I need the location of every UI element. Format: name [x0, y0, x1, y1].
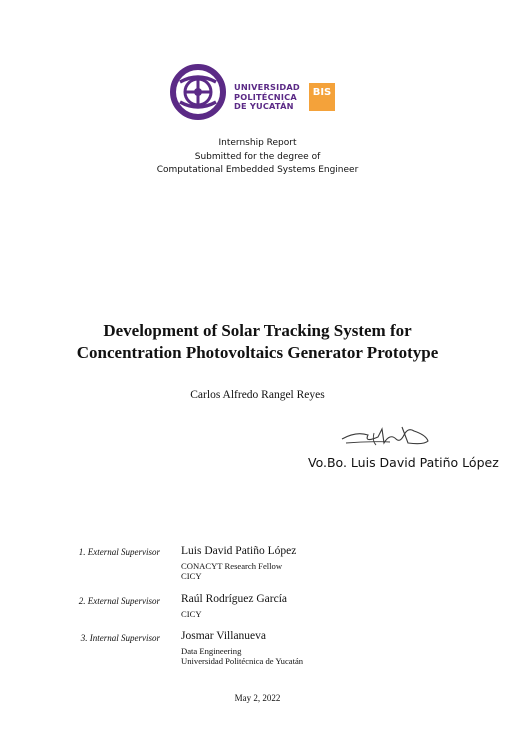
- supervisor-detail: Data Engineering: [181, 646, 242, 656]
- bis-badge-label: BIS: [312, 87, 332, 98]
- signature-icon: [338, 421, 434, 451]
- supervisor-detail: CICY: [181, 571, 202, 581]
- approval-line: Vo.Bo. Luis David Patiño López: [308, 455, 499, 470]
- university-name: [234, 83, 314, 112]
- document-title-line1: Development of Solar Tracking System for: [103, 321, 412, 340]
- supervisor-name: Josmar Villanueva: [181, 630, 267, 642]
- supervisor-name: Luis David Patiño López: [181, 545, 297, 557]
- supervisor-role: 3. Internal Supervisor: [80, 633, 160, 643]
- supervisor-detail: Universidad Politécnica de Yucatán: [181, 656, 304, 666]
- university-name-line: POLITÉCNICA: [234, 91, 297, 102]
- supervisor-name: Raúl Rodríguez García: [181, 593, 288, 605]
- document-date: May 2, 2022: [234, 693, 281, 703]
- university-name-line: DE YUCATÁN: [234, 101, 294, 112]
- submitted-for: Submitted for the degree of: [194, 152, 321, 162]
- university-name-line: UNIVERSIDAD: [234, 82, 300, 92]
- supervisor-role: 1. External Supervisor: [78, 547, 160, 557]
- bis-badge: [309, 83, 335, 111]
- report-type: Internship Report: [218, 138, 297, 148]
- degree-name: Computational Embedded Systems Engineer: [156, 165, 359, 175]
- supervisor-detail: CICY: [181, 609, 202, 619]
- author-name: Carlos Alfredo Rangel Reyes: [190, 389, 325, 401]
- supervisor-role: 2. External Supervisor: [78, 596, 160, 606]
- document-title-line2: Concentration Photovoltaics Generator Prototype: [76, 343, 439, 362]
- supervisor-detail: CONACYT Research Fellow: [181, 561, 283, 571]
